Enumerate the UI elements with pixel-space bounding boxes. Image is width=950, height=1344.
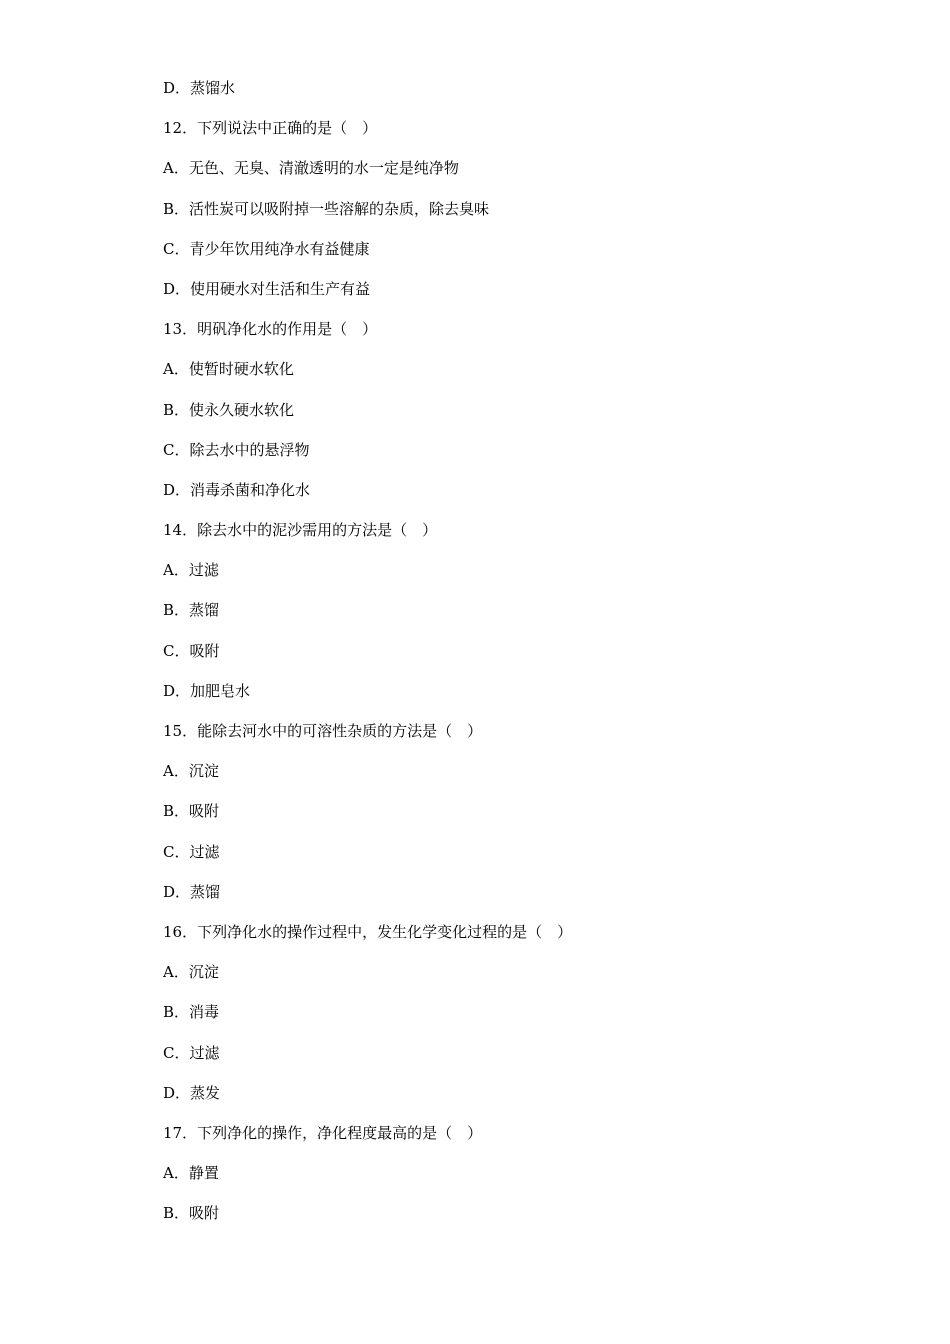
option-d-line: D．使用硬水对生活和生产有益 xyxy=(163,279,371,298)
option-a-line: A．过滤 xyxy=(163,561,219,580)
option-c-line: C．过滤 xyxy=(163,1043,220,1062)
option-d-line: D．蒸发 xyxy=(163,1083,221,1102)
option-a-line: A．静置 xyxy=(163,1164,219,1183)
option-b-line: B．吸附 xyxy=(163,1204,220,1223)
question-16-stem: 16．下列净化水的操作过程中，发生化学变化过程的是（ ） xyxy=(163,922,573,941)
option-b-line: B．活性炭可以吸附掉一些溶解的杂质，除去臭味 xyxy=(163,199,490,218)
option-a-line: A．无色、无臭、清澈透明的水一定是纯净物 xyxy=(163,159,459,178)
option-c-line: C．吸附 xyxy=(163,641,220,660)
question-12-stem: 12．下列说法中正确的是（ ） xyxy=(163,119,378,138)
option-b-line: B．蒸馏 xyxy=(163,601,220,620)
option-d-line: D．蒸馏 xyxy=(163,882,221,901)
option-c-line: C．过滤 xyxy=(163,842,220,861)
question-17-stem: 17．下列净化的操作，净化程度最高的是（ ） xyxy=(163,1123,483,1142)
question-list xyxy=(163,74,863,1239)
option-d-line: D．加肥皂水 xyxy=(163,681,251,700)
question-15-stem: 15．能除去河水中的可溶性杂质的方法是（ ） xyxy=(163,722,483,740)
option-b-line: B．消毒 xyxy=(163,1003,220,1022)
option-c-line: C．除去水中的悬浮物 xyxy=(163,440,310,459)
option-b-line: B．使永久硬水软化 xyxy=(163,400,295,419)
option-c-line: C．青少年饮用纯净水有益健康 xyxy=(163,239,370,258)
question-13-stem: 13．明矾净化水的作用是（ ） xyxy=(163,320,378,339)
option-d-line: D．蒸馏水 xyxy=(163,79,236,97)
option-a-line: A．使暂时硬水软化 xyxy=(163,360,294,379)
option-b-line: B．吸附 xyxy=(163,802,220,821)
option-a-line: A．沉淀 xyxy=(163,963,219,982)
question-14-stem: 14．除去水中的泥沙需用的方法是（ ） xyxy=(163,521,438,540)
option-a-line: A．沉淀 xyxy=(163,762,219,781)
option-d-line: D．消毒杀菌和净化水 xyxy=(163,480,311,499)
